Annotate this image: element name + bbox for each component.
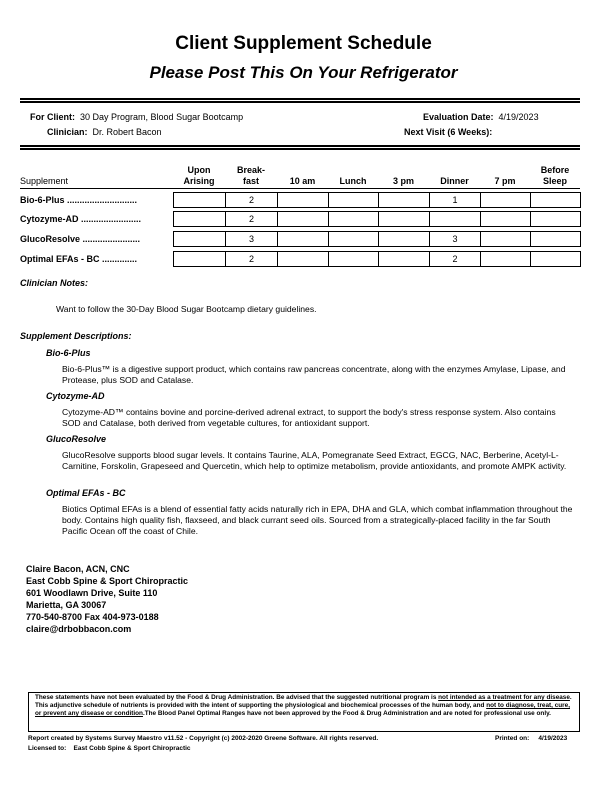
supplement-descriptions-heading: Supplement Descriptions:: [20, 331, 132, 341]
clinician-label: Clinician:: [47, 127, 88, 137]
schedule-cell: [430, 212, 481, 227]
column-header-10am: 10 am: [289, 176, 316, 186]
schedule-cell: 2: [226, 252, 278, 267]
schedule-cell: [379, 212, 430, 227]
schedule-cell: [174, 212, 226, 227]
supplement-name: GlucoResolve .......................: [20, 234, 141, 244]
schedule-cell: 2: [226, 212, 278, 227]
eval-date-label: Evaluation Date:: [423, 112, 494, 122]
schedule-cell: [531, 212, 581, 227]
schedule-cell: [278, 212, 329, 227]
clinician-value: Dr. Robert Bacon: [92, 127, 162, 137]
schedule-cell: [379, 252, 430, 267]
signature-line: 770-540-8700 Fax 404-973-0188: [26, 612, 159, 622]
disclaimer-text: .The Blood Panel Optimal Ranges have not been approved by the Food & Drug Administration and are noted for professional use only.: [142, 710, 551, 717]
schedule-cell: 2: [226, 193, 278, 208]
schedule-row: [173, 231, 581, 247]
column-header-before-sleep: Before Sleep: [540, 165, 570, 186]
disclaimer-text: These statements have not been evaluated by the Food & Drug Administration. Be advised that the suggested nutritional program is: [35, 694, 439, 701]
description-title: GlucoResolve: [46, 434, 107, 444]
divider: [20, 98, 580, 103]
description-text: Cytozyme-AD™ contains bovine and porcine-derived adrenal extract, to support the body's stress response system. Also contains SOD and Catalase, both derived from vegetable cultures, for antioxidant support.: [62, 407, 556, 428]
disclaimer-emphasis: not to diagnose, treat, cure, or prevent any disease or condition: [35, 702, 570, 717]
schedule-cell: [329, 212, 379, 227]
licensed-to-label: Licensed to:: [28, 745, 67, 752]
schedule-cell: [278, 232, 329, 247]
schedule-cell: 2: [430, 252, 481, 267]
schedule-cell: [379, 193, 430, 208]
supplement-column-header: Supplement: [20, 176, 69, 186]
schedule-cell: [531, 252, 581, 267]
eval-date-value: 4/19/2023: [498, 112, 539, 122]
licensed-to-value: East Cobb Spine & Sport Chiropractic: [73, 745, 191, 752]
divider: [20, 145, 580, 150]
disclaimer-box: [28, 692, 580, 732]
schedule-cell: [481, 252, 531, 267]
schedule-cell: 1: [430, 193, 481, 208]
clinician-row: [47, 127, 162, 137]
schedule-cell: [329, 193, 379, 208]
page-subtitle: Please Post This On Your Refrigerator: [149, 63, 458, 82]
description-title: Cytozyme-AD: [46, 391, 105, 401]
printed-on-date: 4/19/2023: [538, 735, 568, 742]
signature-line: 601 Woodlawn Drive, Suite 110: [26, 588, 158, 598]
schedule-cell: 3: [430, 232, 481, 247]
for-client-value: 30 Day Program, Blood Sugar Bootcamp: [80, 112, 244, 122]
signature-line: East Cobb Spine & Sport Chiropractic: [26, 576, 189, 586]
description-text: Bio-6-Plus™ is a digestive support product, which contains raw pancreas concentrate, along with the enzymes Amylase, Lipase, and Protease, plus SOD and Catalase.: [62, 364, 566, 385]
licensed-to: [28, 745, 191, 752]
disclaimer-text: . This adjunctive schedule of nutrients is provided with the intent of supporting the physiological and biochemical processes of the human body, and: [35, 694, 572, 709]
next-visit-label: Next Visit (6 Weeks):: [404, 127, 493, 137]
schedule-cell: [379, 232, 430, 247]
signature-line: Claire Bacon, ACN, CNC: [26, 564, 130, 574]
supplement-name: Bio-6-Plus ............................: [20, 195, 138, 205]
printed-on-label: Printed on:: [495, 735, 530, 742]
schedule-row: [173, 211, 581, 227]
column-header-dinner: Dinner: [440, 176, 469, 186]
schedule-cell: [329, 252, 379, 267]
column-header-breakfast: Break- fast: [236, 165, 265, 186]
next-visit-row: [404, 127, 492, 137]
column-header-lunch: Lunch: [339, 176, 367, 186]
clinician-notes-text: Want to follow the 30-Day Blood Sugar Bootcamp dietary guidelines.: [56, 304, 317, 314]
for-client-label: For Client:: [30, 112, 75, 122]
schedule-cell: [481, 212, 531, 227]
schedule-cell: 3: [226, 232, 278, 247]
clinician-notes-heading: Clinician Notes:: [20, 278, 89, 288]
description-text: Biotics Optimal EFAs is a blend of essential fatty acids naturally rich in EPA, DHA and GLA, which combat inflammation throughout the body. Contains high quality fish, flaxseed, and black currant seed oils. Sourced from a strategically-placed facility in the far South Pacific Ocean off the coast of Chile.: [62, 504, 573, 536]
eval-date-row: [423, 112, 539, 122]
printed-on: [495, 735, 567, 742]
schedule-cell: [481, 193, 531, 208]
schedule-cell: [531, 193, 581, 208]
report-credit: Report created by Systems Survey Maestro v11.52 - Copyright (c) 2002-2020 Greene Software. All rights reserved.: [28, 735, 379, 742]
column-header-upon-arising: Upon Arising: [183, 165, 215, 186]
schedule-row: [173, 251, 581, 267]
column-header-3pm: 3 pm: [392, 176, 414, 186]
schedule-cell: [278, 252, 329, 267]
schedule-cell: [329, 232, 379, 247]
description-text: GlucoResolve supports blood sugar levels. It contains Taurine, ALA, Pomegranate Seed Extract, EGCG, NAC, Berberine, Acetyl-L-Carnitine, Forskolin, Grapeseed and Quercetin, which help to optimize metabolism, provide antioxidants, and promote AMPK activity.: [62, 450, 567, 471]
signature-line: Marietta, GA 30067: [26, 600, 107, 610]
schedule-cell: [481, 232, 531, 247]
supplement-name: Cytozyme-AD ........................: [20, 214, 142, 224]
description-title: Bio-6-Plus: [46, 348, 91, 358]
column-header-7pm: 7 pm: [494, 176, 516, 186]
description-title: Optimal EFAs - BC: [46, 488, 126, 498]
schedule-cell: [174, 252, 226, 267]
header-underline: [20, 188, 580, 189]
page-title: Client Supplement Schedule: [175, 33, 432, 54]
clinician-signature-block: [26, 563, 188, 635]
schedule-cell: [278, 193, 329, 208]
signature-line: claire@drbobbacon.com: [26, 624, 132, 634]
for-client-row: [30, 112, 243, 122]
schedule-cell: [531, 232, 581, 247]
schedule-cell: [174, 193, 226, 208]
disclaimer-emphasis: not intended as a treatment for any disease: [438, 694, 570, 701]
schedule-cell: [174, 232, 226, 247]
supplement-name: Optimal EFAs - BC ..............: [20, 254, 138, 264]
schedule-row: [173, 192, 581, 208]
